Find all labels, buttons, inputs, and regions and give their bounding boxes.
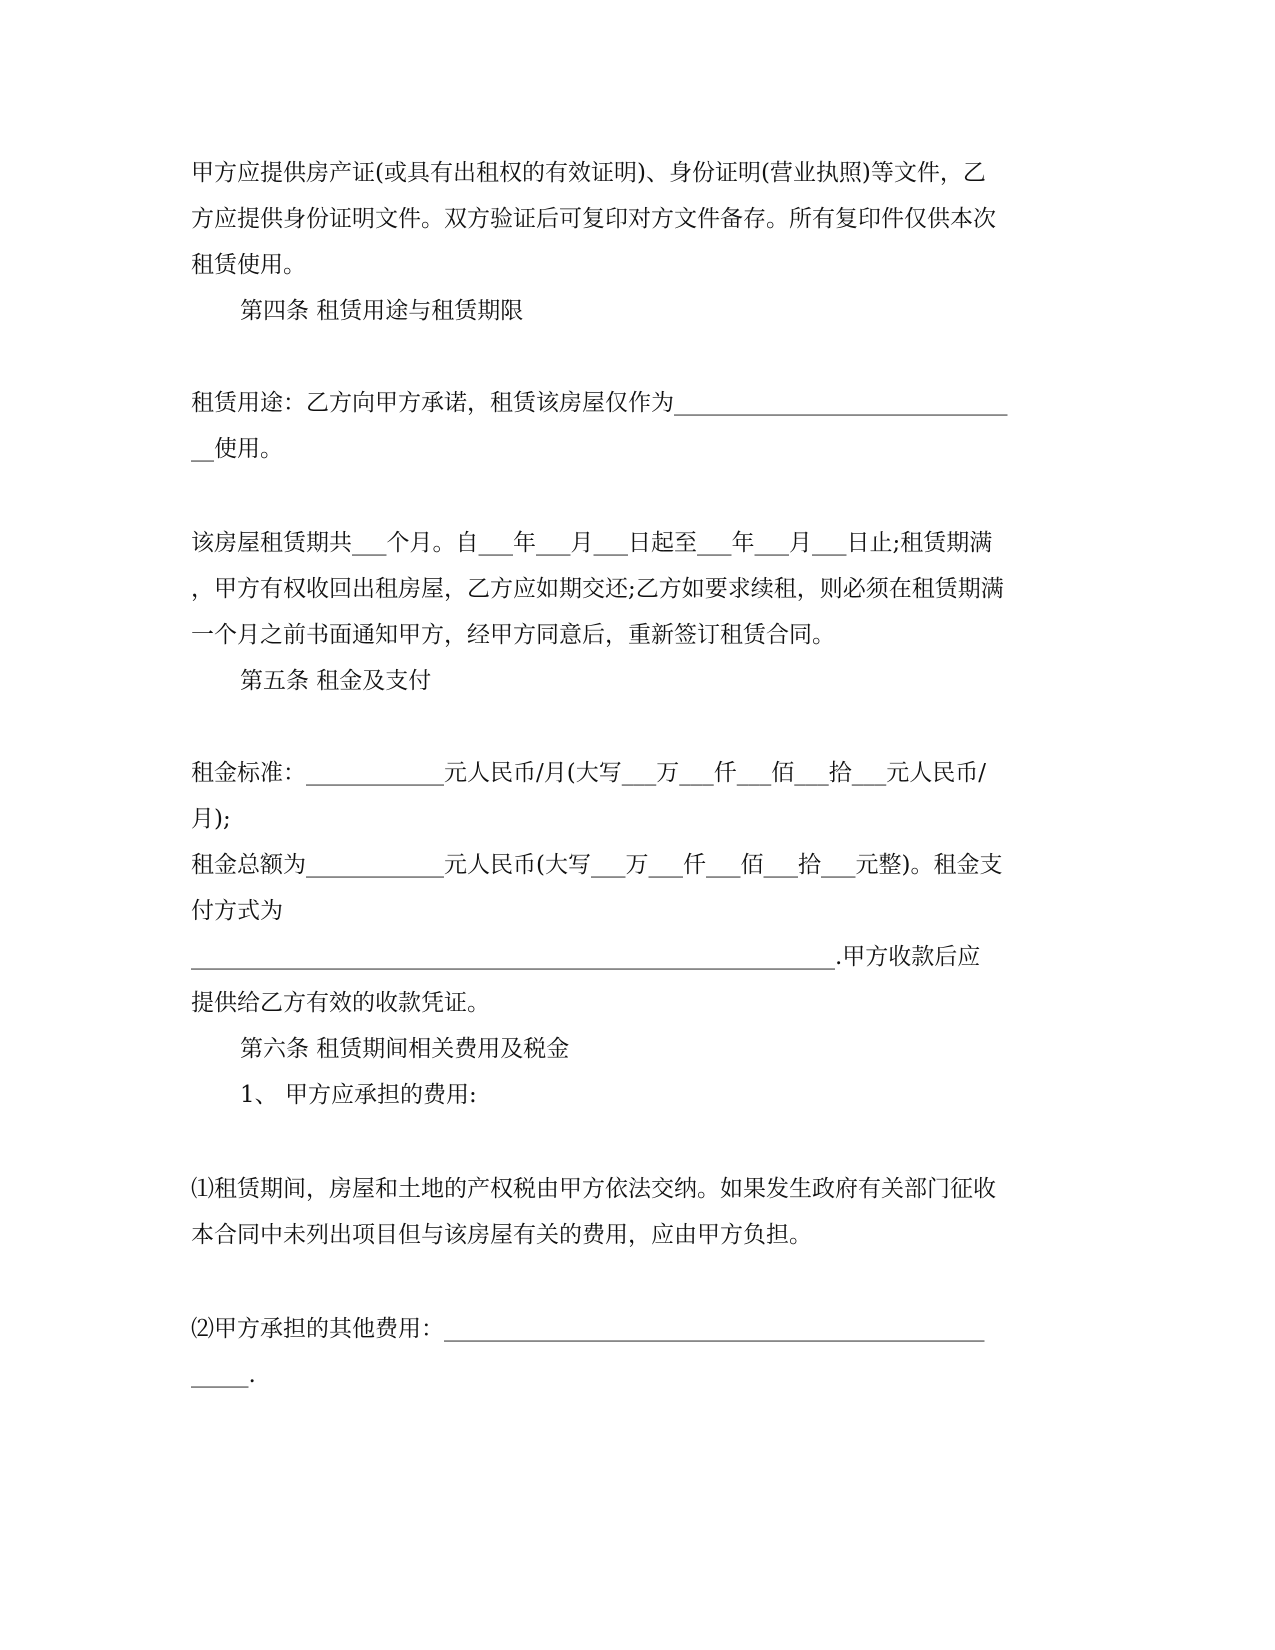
section-heading-article-5: 第五条 租金及支付 [240, 668, 432, 694]
section-heading-article-6: 第六条 租赁期间相关费用及税金 [240, 1036, 570, 1062]
paragraph-line: 提供给乙方有效的收款凭证。 [191, 990, 490, 1016]
paragraph-line: __使用。 [191, 436, 283, 462]
paragraph-line: 一个月之前书面通知甲方，经甲方同意后，重新签订租赁合同。 [191, 622, 835, 648]
paragraph-line: ⑴租赁期间，房屋和土地的产权税由甲方依法交纳。如果发生政府有关部门征收 [191, 1176, 996, 1202]
paragraph-line: ________________________________________________________.甲方收款后应 [191, 944, 981, 970]
paragraph-line: ⑵甲方承担的其他费用：_______________________________________________ [191, 1316, 985, 1342]
paragraph-line: ，甲方有权收回出租房屋，乙方应如期交还;乙方如要求续租，则必须在租赁期满 [191, 576, 1004, 602]
paragraph-line: 租金总额为____________元人民币(大写___万___仟___佰___拾___元整)。租金支 [191, 852, 1003, 878]
paragraph-line: 租赁使用。 [191, 252, 306, 278]
section-heading-article-4: 第四条 租赁用途与租赁期限 [240, 298, 524, 324]
paragraph-line: _____. [191, 1362, 256, 1388]
paragraph-line: 租赁用途：乙方向甲方承诺，租赁该房屋仅作为_____________________________ [191, 390, 1008, 416]
paragraph-line: 甲方应提供房产证(或具有出租权的有效证明)、身份证明(营业执照)等文件，乙 [191, 160, 986, 186]
paragraph-line: 租金标准：____________元人民币/月(大写___万___仟___佰___拾___元人民币/ [191, 760, 986, 786]
paragraph-line: 方应提供身份证明文件。双方验证后可复印对方文件备存。所有复印件仅供本次 [191, 206, 996, 232]
paragraph-line: 本合同中未列出项目但与该房屋有关的费用，应由甲方负担。 [191, 1222, 812, 1248]
paragraph-line: 该房屋租赁期共___个月。自___年___月___日起至___年___月___日止;租赁期满 [191, 530, 993, 556]
paragraph-line: 月); [191, 806, 231, 832]
list-item-heading: 1、 甲方应承担的费用: [240, 1082, 477, 1108]
paragraph-line: 付方式为 [191, 898, 283, 924]
